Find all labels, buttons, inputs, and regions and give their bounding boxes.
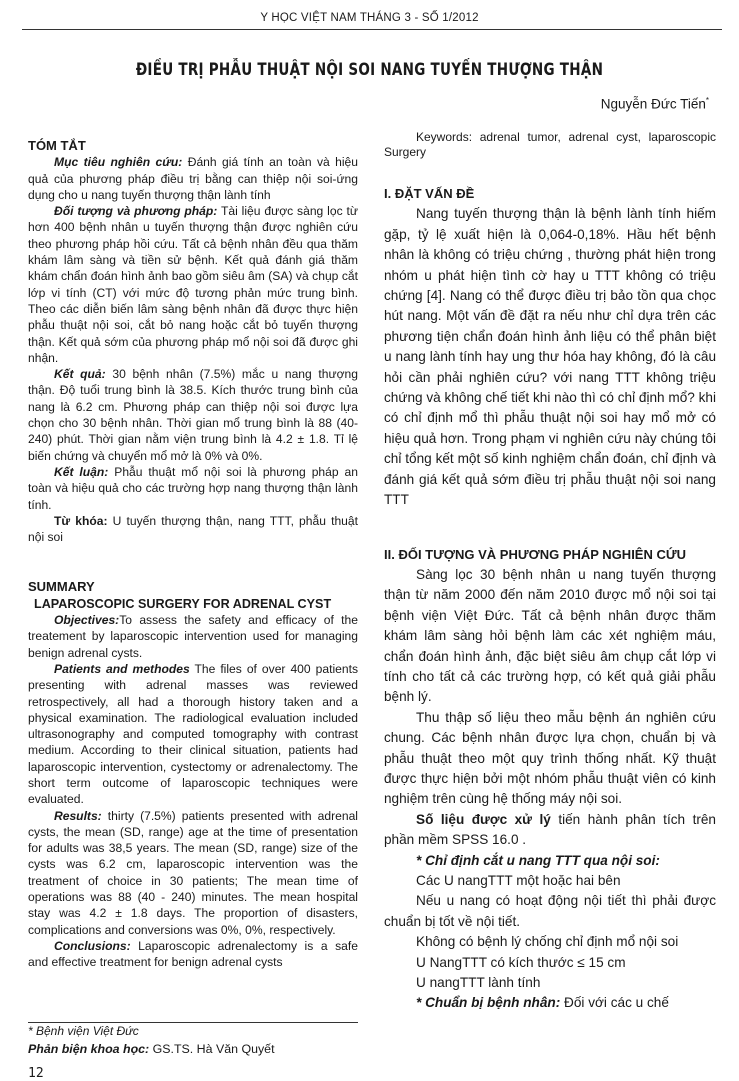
lead: Keywords: [416,130,473,144]
text: U tuyến thượng thận, nang TTT, phẫu thuật nội soi [28,513,358,545]
right-column [384,130,716,1014]
running-head: Y HỌC VIỆT NAM THÁNG 3 - SỐ 1/2012 [260,12,479,24]
indications-heading: * Chỉ định cắt u nang TTT qua nội soi: [416,852,660,868]
lead: * Chuẩn bị bệnh nhân: [416,995,561,1011]
lead: Results: [54,808,102,823]
lead: Patients and methodes [54,661,190,676]
text: Tài liệu được sàng lọc từ hơn 400 bệnh nhân u tuyến thượng thận được nghiên cứu theo phương pháp hồi cứu. Tất cả bệnh nhân đều qua thăm khám lâm sàng và tiền sử bệnh. Kết quả đánh giá thăm khám chẩn đoán hình ảnh bao gồm siêu âm (SA) và chụp cắt lớp vi tính (CT) với mức độ tương phản mức trung bình. Theo các diễn biến lâm sàng bệnh nhân đã được thực hiện phẫu thuật nội soi, cắt bỏ nang hoặc cắt bỏ tuyến thượng thận. Kết quả sớm của phương pháp mổ nội soi đã được ghi nhận. [28,204,358,365]
tom-tat-heading: TÓM TẮT [28,138,86,153]
summary-objectives [28,612,358,661]
indication-item: U nangTTT lành tính [416,975,541,991]
section-1-heading: I. ĐẶT VẤN ĐỀ [384,186,475,201]
lead: Từ khóa: [54,513,108,528]
abstract-methods [28,203,358,366]
lead: Kết quả: [54,367,106,382]
summary-subtitle: LAPAROSCOPIC SURGERY FOR ADRENAL CYST [34,596,332,611]
author [601,96,709,112]
summary-results [28,808,358,938]
text: Đối với các u chế [560,995,669,1011]
text: 30 bệnh nhân (7.5%) mắc u nang thượng thận. Độ tuổi trung bình là 38.5. Kích thước trung bình của nang là 6.2 cm. Phương pháp can thiệp nội soi được lựa chọn cho 30 bệnh nhân. Thời gian mổ trung bình là 88 (40-240) phút. Thời gian nằm viện trung bình là 4.2 ± 1.8. Tỉ lệ biến chứng và chuyển mổ mở là 0% và 0%. [28,367,358,463]
footnote-rule [28,1022,358,1023]
text: Laparoscopic adrenalectomy is a safe and effective treatment for benign adrenal cysts [28,938,358,970]
indication-item: Nếu u nang có hoạt động nội tiết thì phải được chuẩn bị tốt về nội tiết. [384,893,716,929]
lead: Conclusions: [54,938,131,953]
abstract-keywords [28,513,358,546]
summary-methods [28,661,358,808]
lead: Phản biện khoa học: [28,1042,150,1056]
text: Phẫu thuật mổ nội soi là phương pháp an toàn và hiệu quả cho các trường hợp nang thượng thận lành tính. [28,464,358,512]
author-mark: * [705,96,709,105]
lead: Số liệu được xử lý [416,811,551,827]
section-2-heading: II. ĐỐI TƯỢNG VÀ PHƯƠNG PHÁP NGHIÊN CỨU [384,546,687,562]
text: Đánh giá tính an toàn và hiệu quả của phương pháp điều trị bằng can thiệp nội soi-ứng dụng cho u nang tuyến thượng thận lành tính [28,155,358,202]
lead: Mục tiêu nghiên cứu: [54,155,183,170]
article-title: ĐIỀU TRỊ PHẪU THUẬT NỘI SOI NANG TUYẾN THƯỢNG THẬN [135,60,604,79]
footnote-affiliation: * Bệnh viện Việt Đức [28,1024,139,1038]
lead: Objectives: [54,613,120,628]
abstract-results [28,366,358,464]
abstract-conclusion [28,464,358,513]
indication-item: Không có bệnh lý chống chỉ định mổ nội soi [416,934,679,950]
text: GS.TS. Hà Văn Quyết [149,1042,275,1056]
left-column [28,138,358,971]
text: thirty (7.5%) patients presented with adrenal cysts, the mean (SD, range) age at the time of presentation for adults was 38,5 years. The mean (SD, range) size of the cysts was 6.2 cm, laparoscopic intervention was the treatment of choice in 30 patients; The mean time of operations was 88 (40 - 240) minutes. The mean hospital stay was 4.2 ± 1.8 days. The proportion of disasters, complications and conversions was 0%, 0%, respectively. [28,808,358,937]
section-1-paragraph: Nang tuyến thượng thận là bệnh lành tính hiếm gặp, tỷ lệ xuất hiện là 0,064-0,18%. Hầu hết bệnh nhân là không có triệu chứng , thường phát hiện trong nhóm u phát hiện tình cờ hay u TTT không có triệu chứng [4]. Nang có thể được điều trị bảo tồn qua chọc hút nang. Một vấn đề đặt ra nếu như chỉ dựa trên các phương tiện chẩn đoán hình ảnh liệu có thể phân biệt u nang lành tính hay ung thư hóa hay không, đó là câu hỏi cần phải nghiên cứu? với nang TTT không triệu chứng và không chế tiết khi nào thì có chỉ định mổ? khi có chỉ định mổ thì phẫu thuật nội soi hay mổ mở có hiệu quả hơn. Trong phạm vi nghiên cứu này chúng tôi chỉ tổng kết một số kinh nghiệm chẩn đoán, chỉ định và đánh giá kết quả sớm điều trị phẫu thuật nội soi nang TTT [384,206,716,508]
text: To assess the safety and efficacy of the treatement by laparoscopic intervention used for managing benign adrenal cysts. [28,613,358,660]
abstract-objective [28,154,358,203]
section-2-paragraph-3 [384,810,716,851]
indication-item: U NangTTT có kích thước ≤ 15 cm [416,954,626,970]
patient-preparation [384,993,716,1013]
keywords [384,130,716,160]
author-name: Nguyễn Đức Tiến [600,96,706,112]
summary-heading: SUMMARY [28,579,95,595]
summary-conclusions [28,938,358,971]
indication-item: Các U nangTTT một hoặc hai bên [416,873,621,888]
page-number: 12 [28,1066,44,1081]
reviewer-line [28,1042,275,1056]
lead: Đối tượng và phương pháp: [54,204,218,219]
lead: Kết luận: [54,464,109,479]
section-2-paragraph-2: Thu thập số liệu theo mẫu bệnh án nghiên cứu chung. Các bệnh nhân được lựa chọn, chuẩn bị và phẫu thuật theo một quy trình thống nhất. Kỹ thuật được thực hiện bởi một nhóm phẫu thuật viên có kinh nghiệm trên cùng hệ thống máy nội soi. [384,709,716,807]
section-2-paragraph-1: Sàng lọc 30 bệnh nhân u nang tuyến thượng thận từ năm 2000 đến năm 2010 được mổ nội soi tại bệnh viện Việt Đức. Tất cả bệnh nhân được thăm khám lâm sàng hỏi bệnh làm các xét nghiệm máu, chẩn đoán hình ảnh, đặc biệt siêu âm chụp cắt lớp vi tính cho tất cả các trường hợp, có kết quả giải phẫu bệnh lý. [384,566,716,705]
text: The files of over 400 patients presenting with adrenal masses was reviewed retrospectively, all had a thorough history taken and a physical examination. The radiological evaluation included ultrasonography and computed tomography with contrast medium. According to their clinical situation, patients had laparoscopic intervention, cystectomy or adrenalectomy. The short term outcome of laparoscopic techniques were evaluated. [28,661,359,807]
header-rule [22,29,722,30]
text: adrenal tumor, adrenal cyst, laparoscopic Surgery [384,130,716,159]
text: tiến hành phân tích trên phần mềm SPSS 16.0 . [384,811,716,848]
